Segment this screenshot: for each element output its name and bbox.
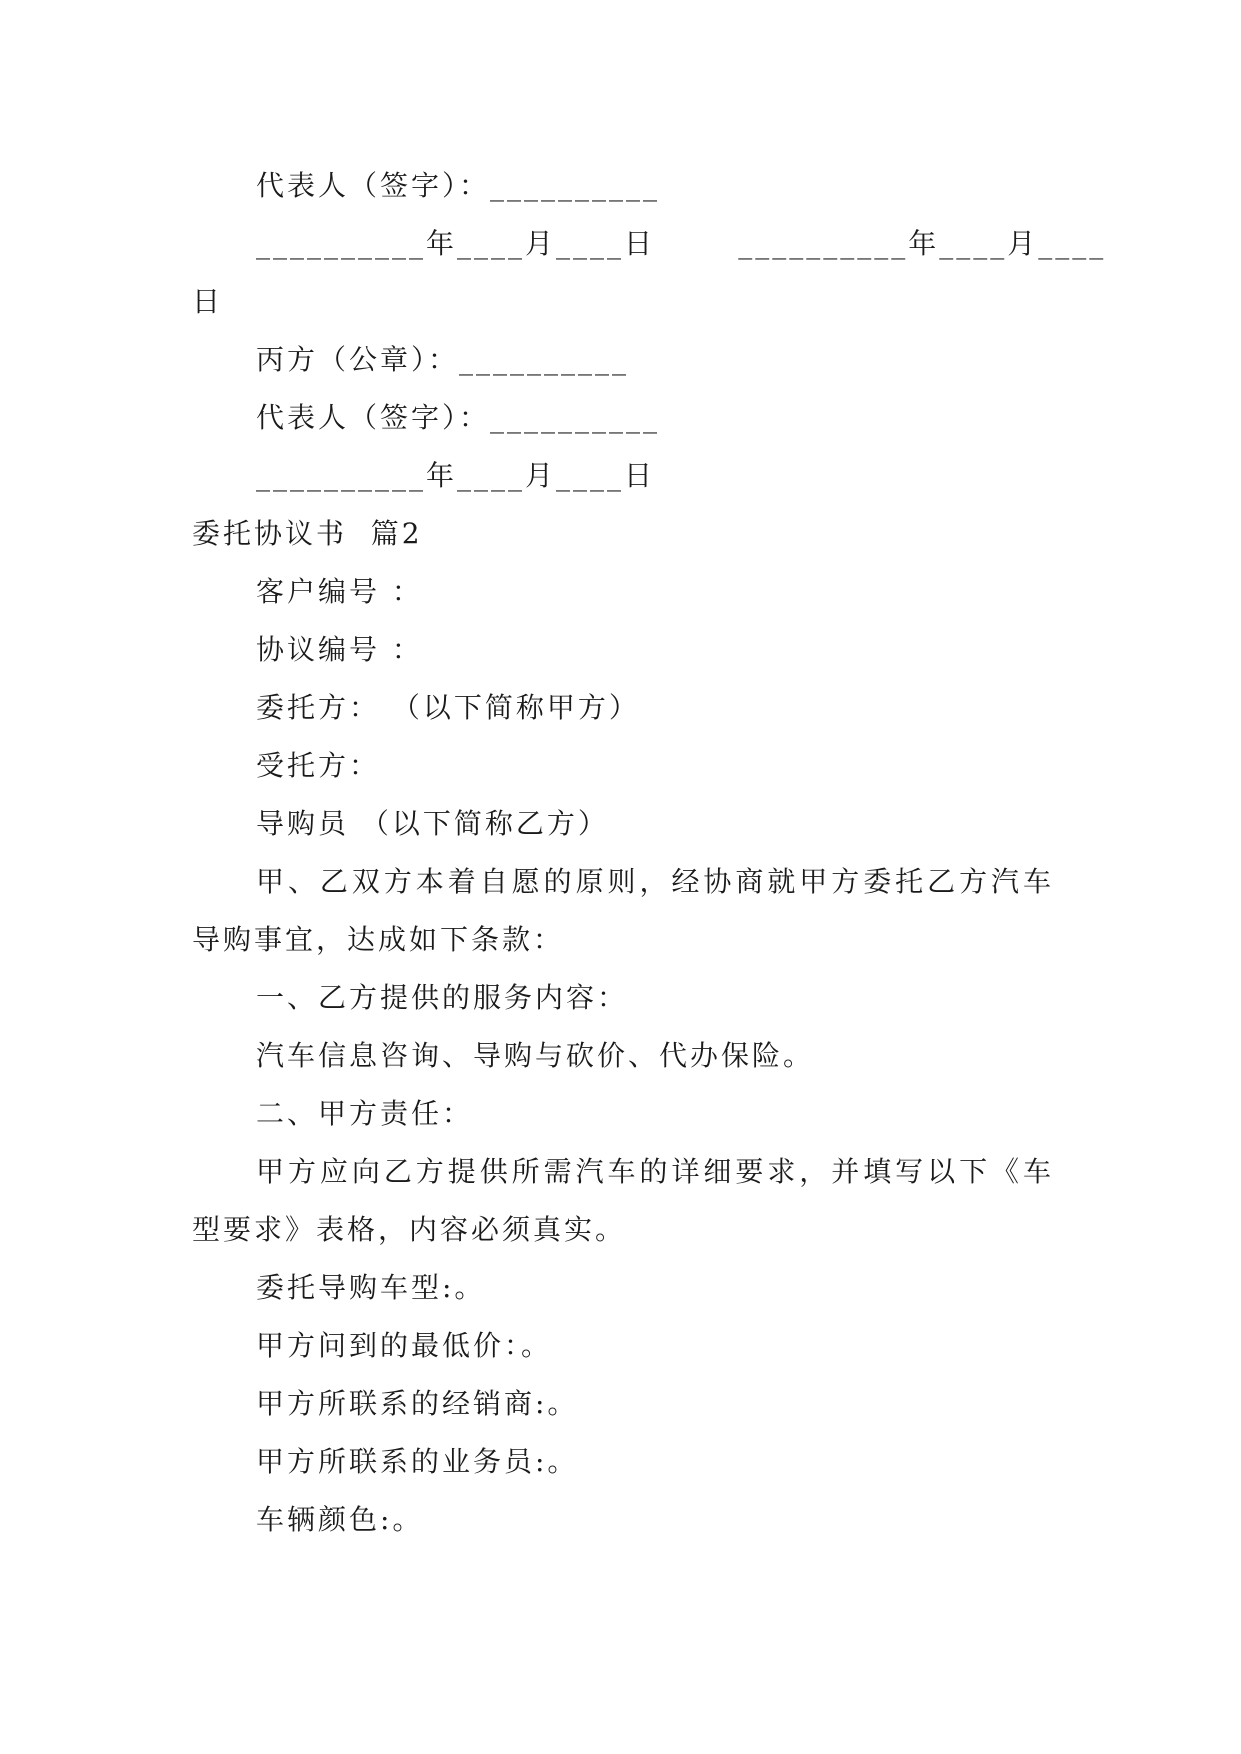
preamble-paragraph: 甲、乙双方本着自愿的原则，经协商就甲方委托乙方汽车导购事宜，达成如下条款： xyxy=(192,865,1054,956)
party-c-seal-line: 丙方（公章）：__________ xyxy=(256,343,630,376)
date-line-continuation: 日 xyxy=(192,285,224,318)
clause-1-content: 汽车信息咨询、导购与砍价、代办保险。 xyxy=(256,1039,815,1072)
field-salesperson: 甲方所联系的业务员:。 xyxy=(256,1445,579,1478)
section-heading: 委托协议书 篇2 xyxy=(192,517,423,550)
party-c-rep-signature-line: 代表人（签字）：__________ xyxy=(256,401,661,434)
clause-2-paragraph: 甲方应向乙方提供所需汽车的详细要求，并填写以下《车型要求》表格，内容必须真实。 xyxy=(192,1155,1054,1246)
field-vehicle-color: 车辆颜色:。 xyxy=(256,1503,424,1536)
shopping-guide-line: 导购员 （以下简称乙方） xyxy=(256,807,609,840)
customer-number-line: 客户编号 ： xyxy=(256,575,423,608)
agreement-number-line: 协议编号 ： xyxy=(256,633,423,666)
field-lowest-price: 甲方问到的最低价：。 xyxy=(256,1329,553,1362)
rep-signature-line: 代表人（签字）：__________ xyxy=(256,169,661,202)
agent-line: 受托方： xyxy=(256,749,381,782)
party-c-date-line: __________年____月____日 xyxy=(256,459,656,492)
field-dealer: 甲方所联系的经销商:。 xyxy=(256,1387,579,1420)
principal-line: 委托方： （以下简称甲方） xyxy=(256,691,640,724)
clause-2-heading: 二、甲方责任： xyxy=(256,1097,474,1130)
document-body xyxy=(192,157,1107,1549)
field-vehicle-model: 委托导购车型:。 xyxy=(256,1271,486,1304)
date-line-double: __________年____月____日 __________年____月____ xyxy=(256,227,1107,260)
clause-1-heading: 一、乙方提供的服务内容： xyxy=(256,981,629,1014)
